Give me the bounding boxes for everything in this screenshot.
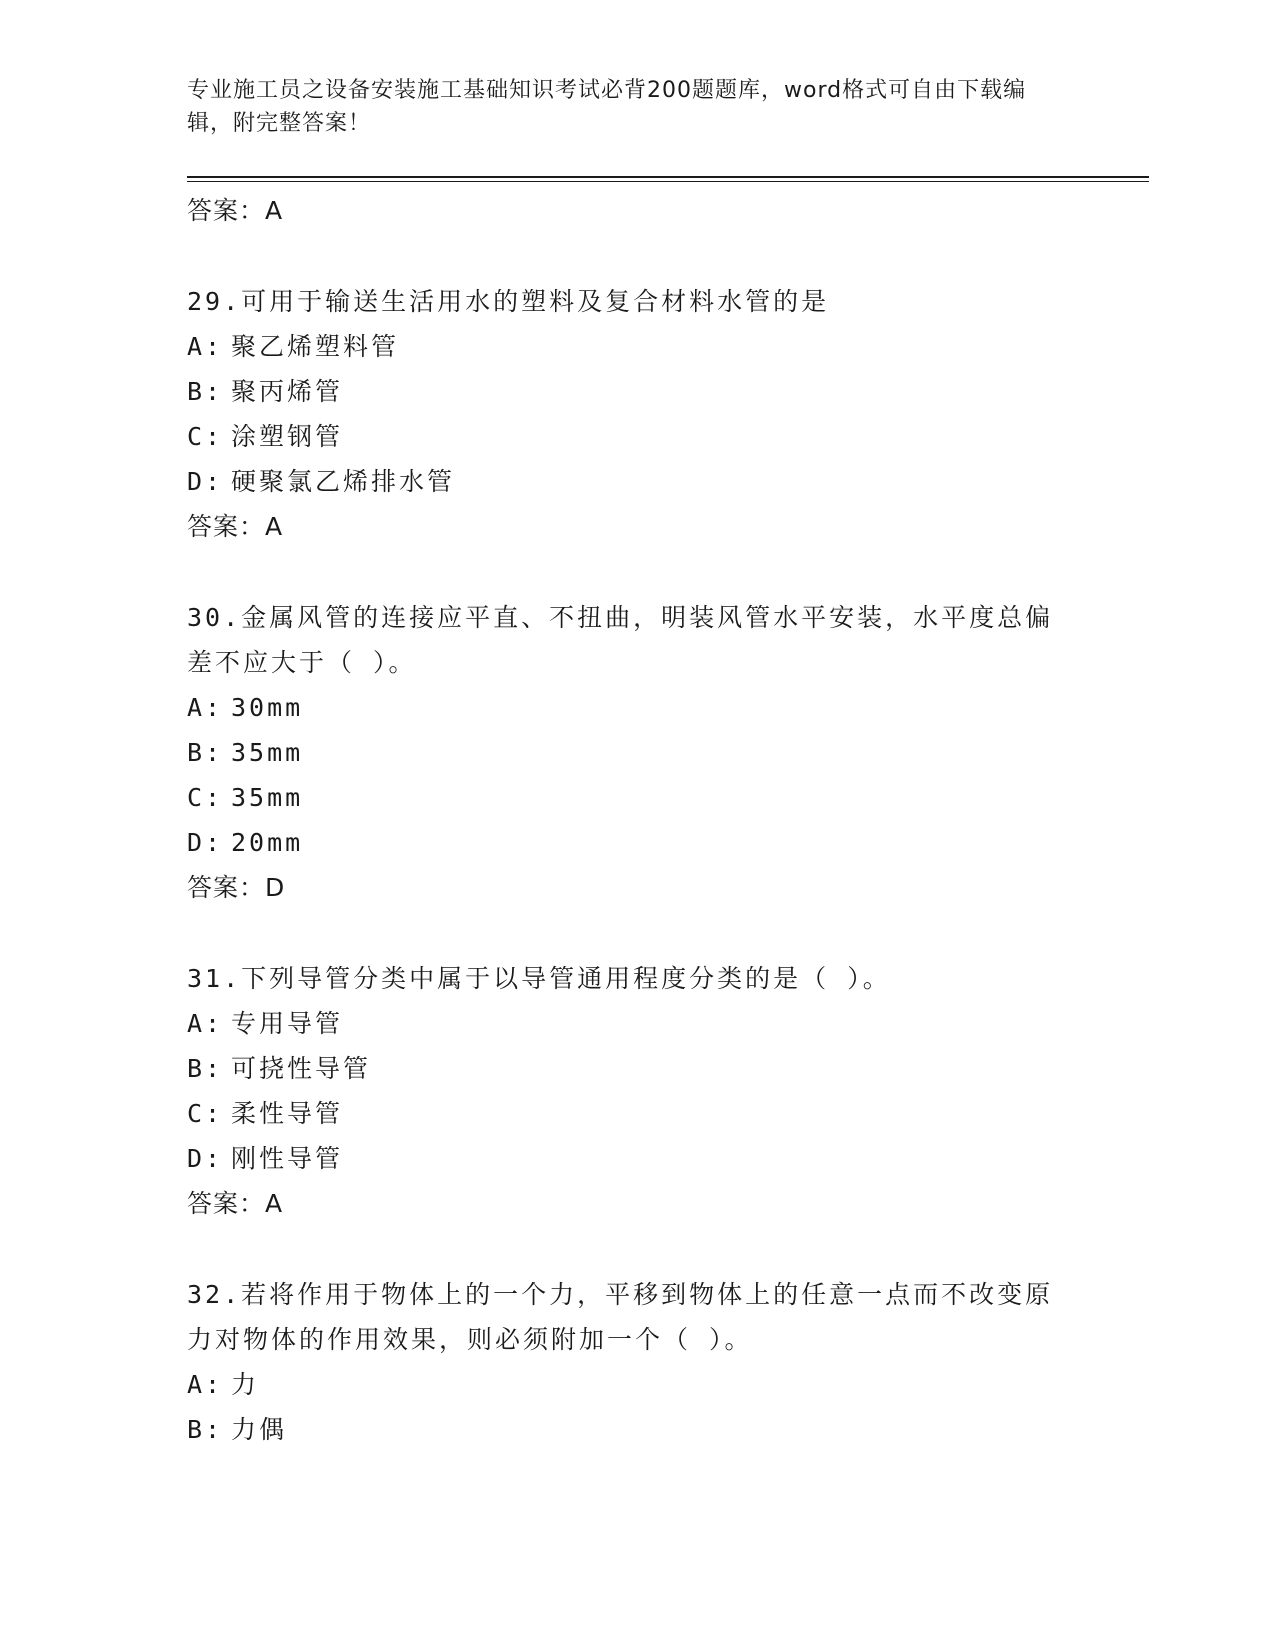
option-text: 刚性导管: [231, 1144, 344, 1173]
option-a: [187, 1001, 1087, 1046]
question-list: [187, 188, 1087, 1452]
option-text: 30mm: [231, 693, 304, 722]
option-text: 35mm: [231, 738, 304, 767]
option-key: C:: [187, 1099, 224, 1128]
spacer: [187, 1226, 1087, 1272]
spacer: [187, 549, 1087, 595]
option-d: [187, 1136, 1087, 1181]
question-answer: 答案：D: [187, 873, 286, 902]
option-d: [187, 820, 1087, 865]
option-a: [187, 324, 1087, 369]
header-divider-thin: [187, 181, 1149, 182]
option-key: B:: [187, 1054, 224, 1083]
option-key: B:: [187, 738, 224, 767]
option-a: [187, 685, 1087, 730]
option-c: [187, 775, 1087, 820]
option-key: D:: [187, 828, 224, 857]
option-text: 20mm: [231, 828, 304, 857]
option-text: 可挠性导管: [231, 1054, 372, 1083]
header-divider-thick: [187, 176, 1149, 178]
option-b: [187, 1407, 1087, 1452]
question-answer: 答案：A: [187, 1189, 284, 1218]
option-text: 35mm: [231, 783, 304, 812]
question-block: [187, 956, 1087, 1226]
question-answer: 答案：A: [187, 512, 284, 541]
question-stem: 30.金属风管的连接应平直、不扭曲，明装风管水平安装，水平度总偏差不应大于（ ）。: [187, 603, 1054, 677]
option-text: 力偶: [231, 1415, 288, 1444]
option-text: 涂塑钢管: [231, 422, 344, 451]
option-text: 聚丙烯管: [231, 377, 344, 406]
option-a: [187, 1362, 1087, 1407]
previous-question-answer: 答案：A: [187, 196, 284, 225]
option-d: [187, 459, 1087, 504]
question-block: [187, 595, 1087, 910]
option-key: A:: [187, 1370, 224, 1399]
option-key: B:: [187, 1415, 224, 1444]
option-key: B:: [187, 377, 224, 406]
option-key: D:: [187, 467, 224, 496]
option-text: 硬聚氯乙烯排水管: [231, 467, 456, 496]
question-block: [187, 279, 1087, 549]
option-b: [187, 1046, 1087, 1091]
spacer: [187, 910, 1087, 956]
question-stem: 32.若将作用于物体上的一个力，平移到物体上的任意一点而不改变原力对物体的作用效果，则必须附加一个（ ）。: [187, 1280, 1054, 1354]
spacer: [187, 233, 1087, 279]
option-key: C:: [187, 783, 224, 812]
question-stem: 31.下列导管分类中属于以导管通用程度分类的是（ ）。: [187, 964, 891, 993]
option-text: 聚乙烯塑料管: [231, 332, 400, 361]
option-key: A:: [187, 693, 224, 722]
question-block: [187, 1272, 1087, 1452]
option-key: A:: [187, 332, 224, 361]
option-key: A:: [187, 1009, 224, 1038]
option-b: [187, 369, 1087, 414]
option-c: [187, 1091, 1087, 1136]
option-key: D:: [187, 1144, 224, 1173]
document-header: 专业施工员之设备安装施工基础知识考试必背200题题库，word格式可自由下载编辑，附完整答案！: [187, 78, 1027, 136]
question-stem: 29.可用于输送生活用水的塑料及复合材料水管的是: [187, 287, 830, 316]
option-b: [187, 730, 1087, 775]
option-text: 专用导管: [231, 1009, 344, 1038]
option-c: [187, 414, 1087, 459]
option-text: 柔性导管: [231, 1099, 344, 1128]
option-key: C:: [187, 422, 224, 451]
option-text: 力: [231, 1370, 260, 1399]
